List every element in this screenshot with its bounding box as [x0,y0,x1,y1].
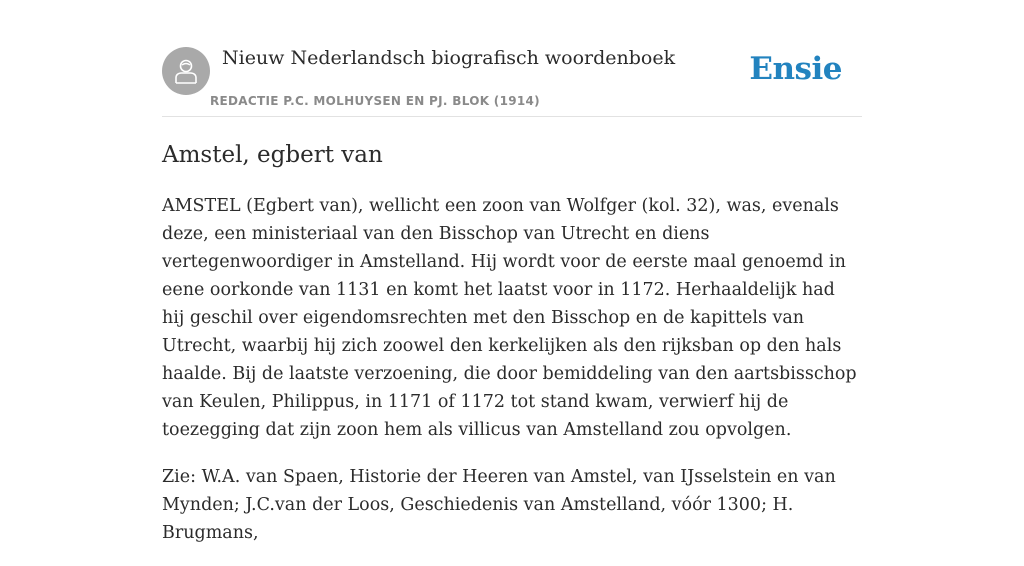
entry-title: Amstel, egbert van [162,142,383,168]
avatar[interactable] [162,47,210,95]
source-editors: REDACTIE P.C. MOLHUYSEN EN PJ. BLOK (1914) [210,94,540,108]
entry-references: Zie: W.A. van Spaen, Historie der Heeren van Amstel, van IJsselstein en van Mynden; J.C.van der Loos, Geschiedenis van Amstelland, vóór 1300; H. Brugmans, [162,467,836,543]
source-header [162,0,862,117]
entry-paragraph: AMSTEL (Egbert van), wellicht een zoon van Wolfger (kol. 32), was, evenals deze, een ministeriaal van den Bisschop van Utrecht en diens vertegenwoordiger in Amstelland. Hij wordt voor de eerste maal genoemd in eene oorkonde van 1131 en komt het laatst voor in 1172. Herhaaldelijk had hij geschil over eigendomsrechten met den Bisschop en de kapittels van Utrecht, waarbij hij zich zoowel den kerkelijken als den rijksban op den hals haalde. Bij de laatste verzoening, die door bemiddeling van den aartsbisschop van Keulen, Philippus, in 1171 of 1172 tot stand kwam, verwierf hij de toezegging dat zijn zoon hem als villicus van Amstelland zou opvolgen. [162,196,857,440]
article-container [162,0,862,543]
user-icon [173,57,199,85]
ensie-logo-link[interactable]: Ensie [749,51,842,87]
entry-content [162,192,862,566]
source-title[interactable]: Nieuw Nederlandsch biografisch woordenboek [222,47,676,69]
